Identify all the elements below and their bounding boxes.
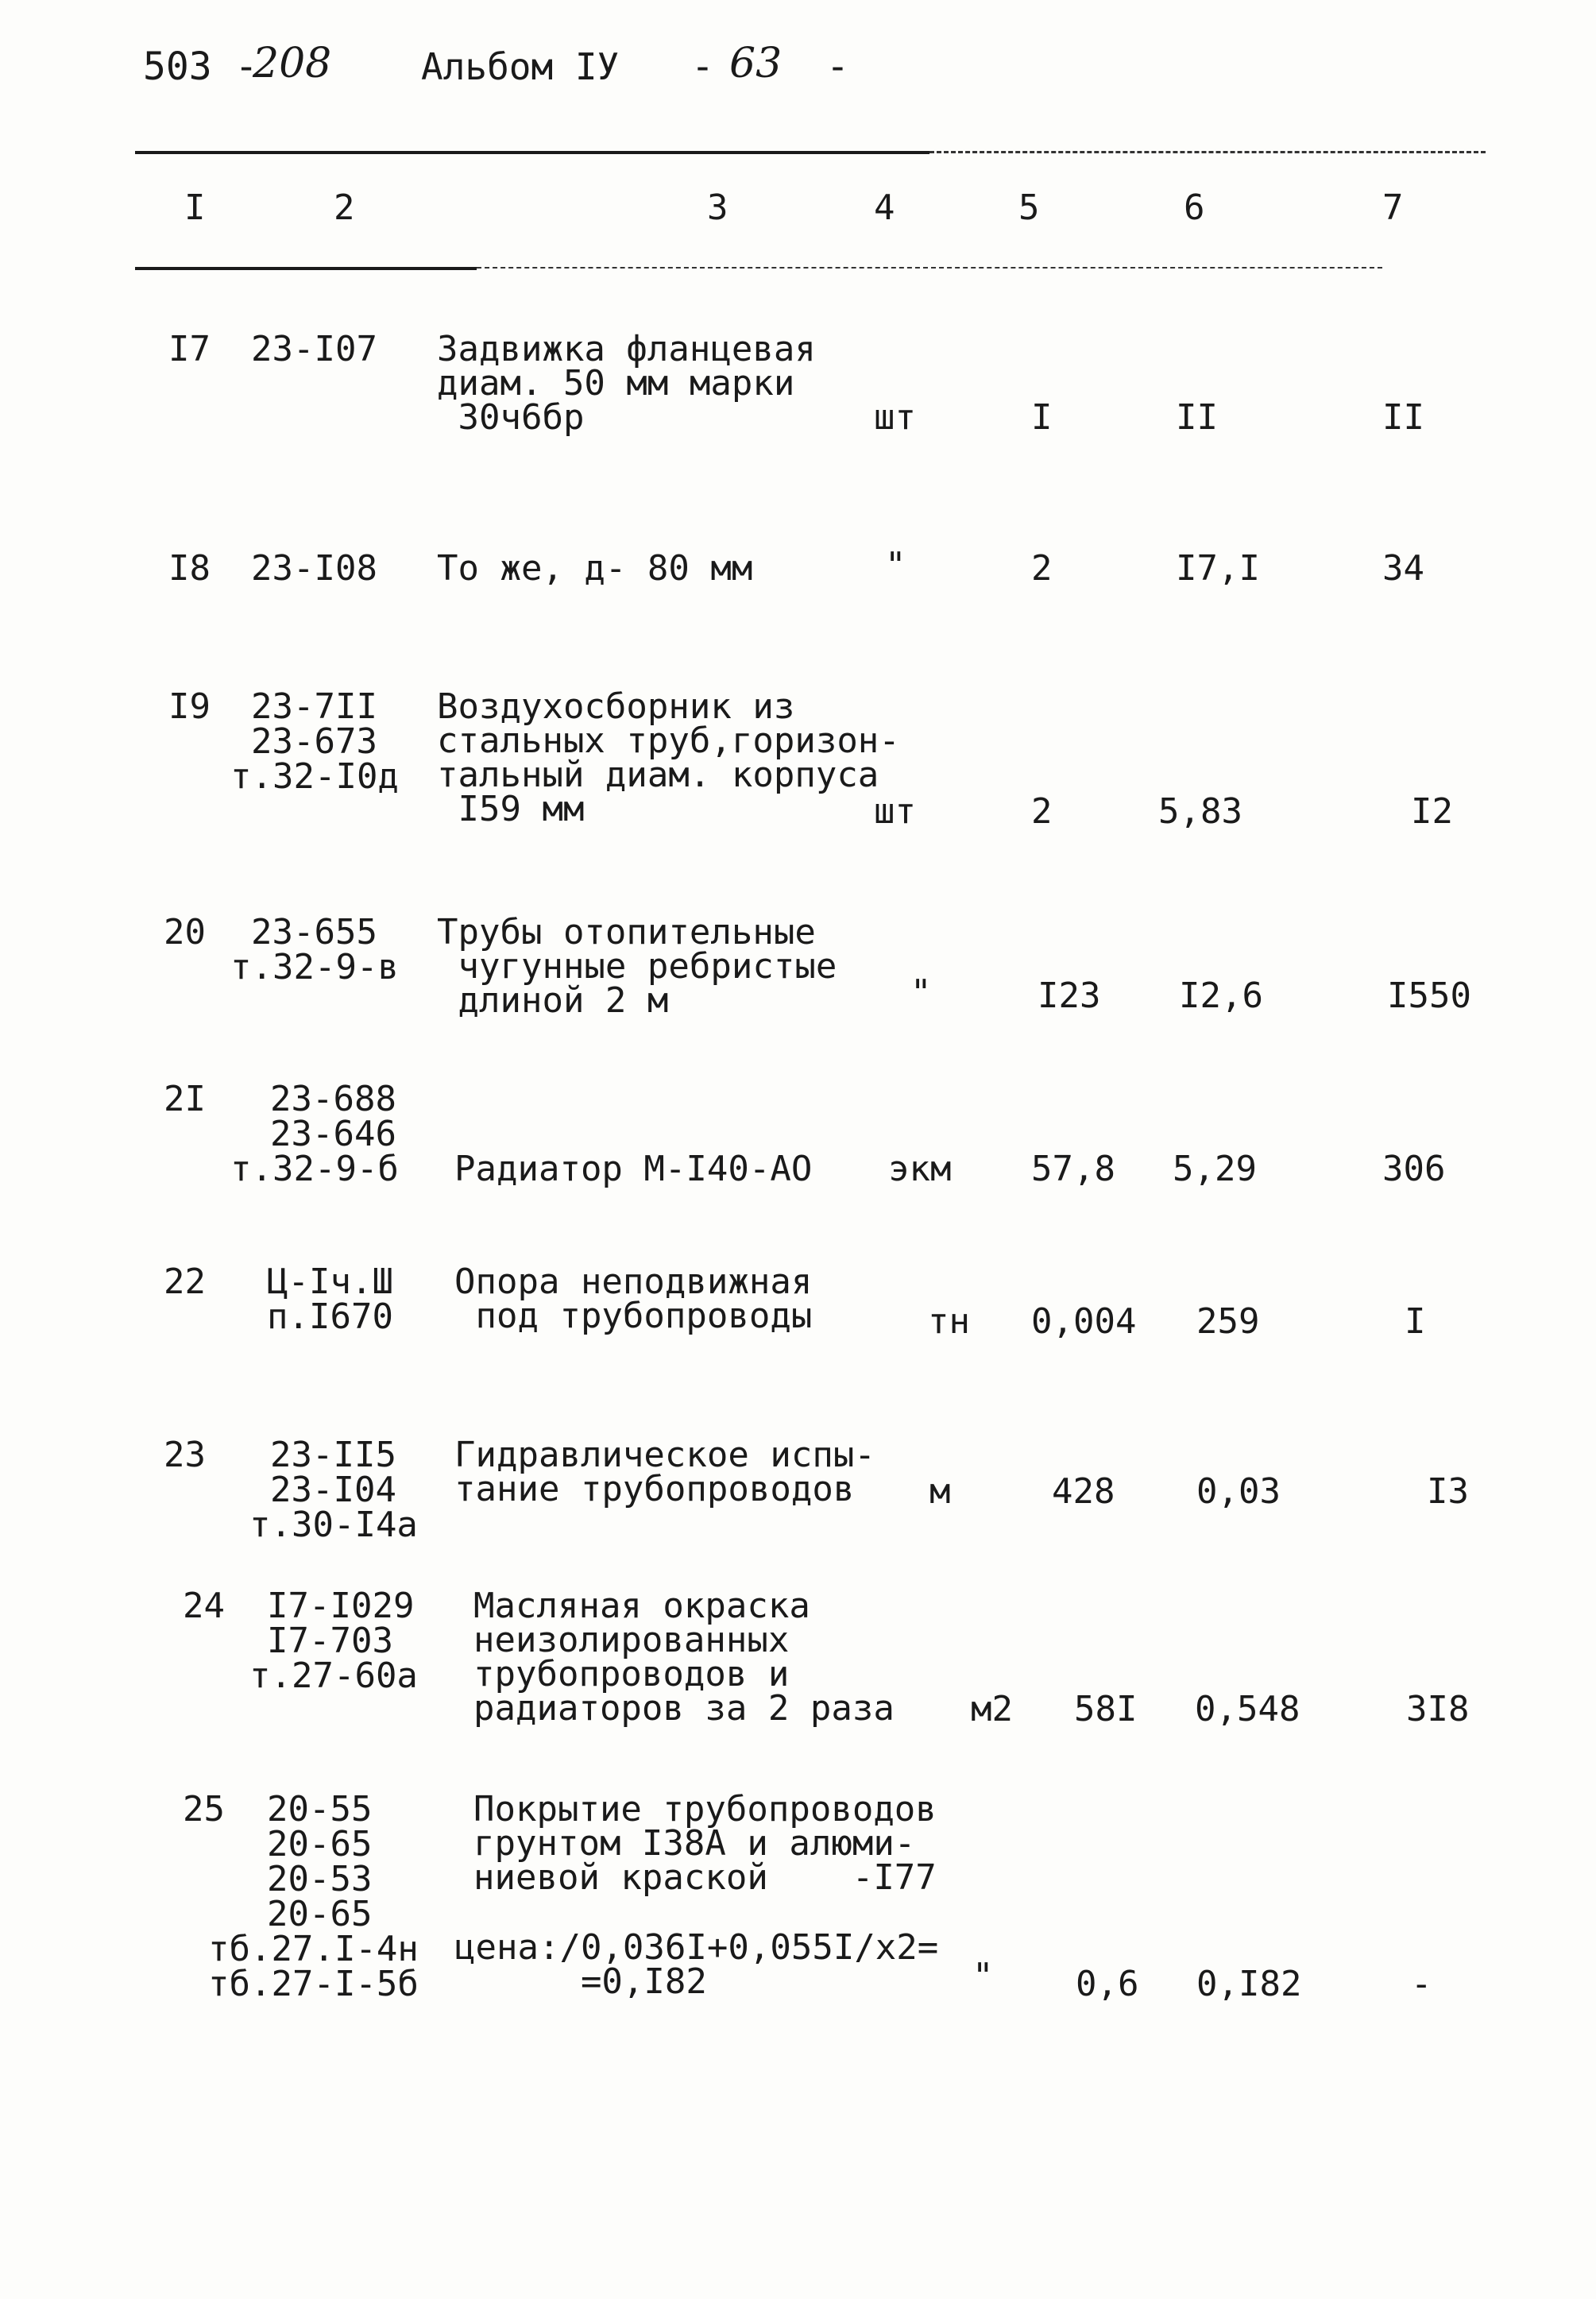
quantity: 57,8 [1031, 1149, 1115, 1189]
norm-code: 20-65 [267, 1894, 373, 1934]
column-header-1: I [184, 187, 206, 228]
item-description-line: Гидравлическое испы- [454, 1435, 875, 1475]
unit-price: 0,03 [1196, 1471, 1281, 1512]
column-header-5: 5 [1018, 187, 1040, 228]
page-dash-right: - [826, 44, 849, 89]
row-number: 20 [164, 912, 206, 952]
norm-code: I7-I029 [267, 1586, 415, 1626]
unit-of-measure: " [972, 1956, 994, 1996]
item-description-line: неизолированных [473, 1620, 790, 1660]
unit-price: 5,83 [1158, 791, 1242, 832]
norm-code: т.27-60а [249, 1656, 418, 1696]
unit-of-measure: тн [928, 1301, 970, 1342]
norm-code: т.32-9-в [230, 947, 399, 987]
unit-of-measure: м [929, 1471, 951, 1512]
item-description-line: То же, д- 80 мм [437, 548, 753, 589]
norm-code: 20-55 [267, 1789, 373, 1830]
table-top-rule [135, 151, 929, 154]
item-description-line: тание трубопроводов [454, 1469, 855, 1509]
norm-code: 23-688 [270, 1079, 396, 1119]
item-description-line: под трубопроводы [454, 1296, 813, 1336]
header-bottom-rule-dashed [477, 267, 1382, 269]
norm-code: 20-53 [267, 1859, 373, 1899]
album-label: Альбом IУ [421, 45, 620, 88]
item-description-line: радиаторов за 2 раза [473, 1688, 895, 1729]
item-description-line: Трубы отопительные [437, 912, 816, 952]
norm-code: 23-I04 [270, 1470, 396, 1510]
norm-code: 23-673 [251, 721, 377, 762]
unit-of-measure: шт [874, 791, 916, 832]
price-formula-line: =0,I82 [454, 1961, 707, 2002]
unit-price: I7,I [1176, 548, 1260, 589]
unit-of-measure: " [885, 545, 906, 585]
unit-of-measure: экм [888, 1149, 952, 1189]
norm-code: т.32-I0д [230, 756, 399, 797]
column-header-2: 2 [334, 187, 355, 228]
page-number: 63 [729, 40, 783, 87]
column-header-7: 7 [1382, 187, 1404, 228]
item-description-line: тальный диам. корпуса [437, 755, 879, 795]
total-cost: II [1382, 397, 1424, 438]
table-top-rule-dashed [929, 151, 1486, 153]
item-description-line: диам. 50 мм марки [437, 363, 795, 404]
norm-code: Ц-Iч.Ш [267, 1262, 393, 1302]
total-cost: I3 [1427, 1471, 1469, 1512]
quantity: 58I [1074, 1689, 1138, 1729]
item-description-line: Покрытие трубопроводов [473, 1789, 937, 1830]
unit-price: 0,I82 [1196, 1964, 1302, 2004]
total-cost: I550 [1387, 976, 1471, 1016]
norm-code: 23-I08 [251, 548, 377, 589]
column-header-4: 4 [874, 187, 895, 228]
unit-price: 0,548 [1195, 1689, 1300, 1729]
unit-of-measure: м2 [971, 1689, 1013, 1729]
item-description-line: Опора неподвижная [454, 1262, 813, 1302]
norm-code: тб.27.I-4н [208, 1929, 419, 1969]
item-description-line: длиной 2 м [437, 980, 669, 1021]
item-description-line: Воздухосборник из [437, 686, 795, 727]
unit-of-measure: " [910, 972, 932, 1013]
quantity: 2 [1031, 548, 1053, 589]
header-bottom-rule [135, 267, 477, 270]
norm-code: 23-II5 [270, 1435, 396, 1475]
total-cost: I2 [1411, 791, 1453, 832]
item-description-line: грунтом I38А и алюми- [473, 1823, 916, 1864]
norm-code: т.30-I4а [249, 1505, 418, 1545]
item-description-line: трубопроводов и [473, 1654, 790, 1694]
item-description-line: чугунные ребристые [437, 946, 837, 987]
quantity: 0,6 [1076, 1964, 1139, 2004]
quantity: I23 [1038, 976, 1101, 1016]
quantity: I [1031, 397, 1053, 438]
unit-of-measure: шт [874, 397, 916, 438]
norm-code: тб.27-I-5б [208, 1964, 419, 2004]
norm-code: 20-65 [267, 1824, 373, 1864]
unit-price: II [1176, 397, 1218, 438]
norm-code: 23-7II [251, 686, 377, 727]
row-number: I8 [168, 548, 211, 589]
item-description-line: ниевой краской -I77 [473, 1857, 937, 1898]
doc-suffix: 208 [253, 40, 332, 87]
row-number: I7 [168, 329, 211, 369]
norm-code: I7-703 [267, 1621, 393, 1661]
norm-code: т.32-9-б [230, 1149, 399, 1189]
page-dash: - [691, 44, 714, 89]
row-number: 2I [164, 1079, 206, 1119]
doc-number: 503 - [143, 44, 258, 89]
norm-code: 23-646 [270, 1114, 396, 1154]
quantity: 2 [1031, 791, 1053, 832]
item-description-line: Задвижка фланцевая [437, 329, 816, 369]
total-cost: - [1411, 1964, 1432, 2004]
unit-price: 5,29 [1173, 1149, 1257, 1189]
row-number: 22 [164, 1262, 206, 1302]
row-number: 24 [183, 1586, 225, 1626]
total-cost: I [1405, 1301, 1426, 1342]
quantity: 428 [1052, 1471, 1115, 1512]
total-cost: 306 [1382, 1149, 1446, 1189]
unit-price: 259 [1196, 1301, 1260, 1342]
item-description-line: 30ч6бр [437, 397, 585, 438]
column-header-6: 6 [1184, 187, 1205, 228]
row-number: 25 [183, 1789, 225, 1830]
item-description-line: Радиатор М-I40-АО [454, 1149, 813, 1189]
norm-code: 23-I07 [251, 329, 377, 369]
item-description-line: Масляная окраска [473, 1586, 810, 1626]
total-cost: 3I8 [1406, 1689, 1470, 1729]
unit-price: I2,6 [1179, 976, 1263, 1016]
quantity: 0,004 [1031, 1301, 1137, 1342]
row-number: I9 [168, 686, 211, 727]
price-formula-line: цена:/0,036I+0,055I/х2= [454, 1927, 939, 1968]
norm-code: 23-655 [251, 912, 377, 952]
row-number: 23 [164, 1435, 206, 1475]
item-description-line: I59 мм [437, 789, 585, 829]
item-description-line: стальных труб,горизон- [437, 721, 900, 761]
total-cost: 34 [1382, 548, 1424, 589]
column-header-3: 3 [707, 187, 728, 228]
norm-code: п.I670 [267, 1296, 393, 1337]
